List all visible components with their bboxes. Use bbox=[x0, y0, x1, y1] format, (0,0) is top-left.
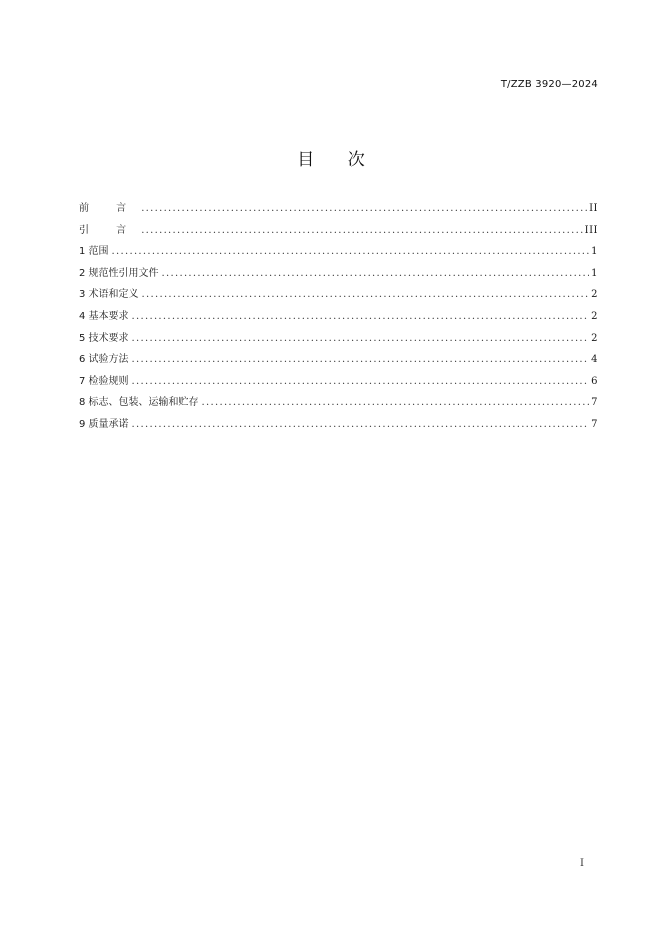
toc-dot-leader bbox=[132, 349, 590, 371]
toc-entry-label: 4 基本要求 bbox=[79, 310, 129, 322]
toc-entry-foreword[interactable] bbox=[79, 198, 598, 220]
toc-entry-page: II bbox=[589, 203, 598, 214]
toc-entry-page: 7 bbox=[591, 418, 598, 430]
toc-entry-label: 引 言 bbox=[79, 224, 139, 236]
toc-entry-page: 1 bbox=[591, 267, 598, 279]
toc-entry-page: 6 bbox=[591, 375, 598, 387]
toc-entry-scope[interactable] bbox=[79, 241, 598, 263]
toc-dot-leader bbox=[132, 414, 590, 436]
toc-entry-label: 5 技术要求 bbox=[79, 332, 129, 344]
toc-entry-page: 7 bbox=[591, 397, 598, 409]
toc-entry-page: 2 bbox=[591, 332, 598, 344]
toc-dot-leader bbox=[142, 284, 590, 306]
toc-entry-label: 1 范围 bbox=[79, 246, 109, 258]
toc-entry-label: 9 质量承诺 bbox=[79, 418, 129, 430]
toc-dot-leader bbox=[202, 392, 590, 414]
toc-entry-label: 2 规范性引用文件 bbox=[79, 267, 159, 279]
toc-dot-leader bbox=[132, 371, 590, 393]
toc-entry-label: 3 术语和定义 bbox=[79, 289, 139, 301]
toc-dot-leader bbox=[141, 198, 587, 220]
page-number: I bbox=[580, 858, 584, 869]
toc-dot-leader bbox=[141, 220, 582, 242]
toc-entry-label: 前 言 bbox=[79, 203, 139, 214]
toc-entry-page: 2 bbox=[591, 310, 598, 322]
toc-entry-page: 4 bbox=[591, 354, 598, 366]
toc-dot-leader bbox=[132, 306, 590, 328]
toc-entry-label: 6 试验方法 bbox=[79, 354, 129, 366]
toc-entry-technical-requirements[interactable] bbox=[79, 328, 598, 350]
toc-entry-quality-commitment[interactable] bbox=[79, 414, 598, 436]
toc-entry-introduction[interactable] bbox=[79, 220, 598, 242]
toc-entry-basic-requirements[interactable] bbox=[79, 306, 598, 328]
toc-entry-marking-packaging[interactable] bbox=[79, 392, 598, 414]
document-code: T/ZZB 3920—2024 bbox=[500, 79, 598, 90]
toc-title: 目 次 bbox=[297, 150, 379, 170]
toc-entry-page: 2 bbox=[591, 289, 598, 301]
toc-entry-terms-definitions[interactable] bbox=[79, 284, 598, 306]
toc-entry-label: 8 标志、包装、运输和贮存 bbox=[79, 397, 199, 409]
table-of-contents bbox=[79, 198, 598, 436]
toc-entry-page: III bbox=[584, 224, 598, 236]
toc-dot-leader bbox=[162, 263, 590, 285]
toc-entry-inspection-rules[interactable] bbox=[79, 371, 598, 393]
toc-entry-page: 1 bbox=[591, 246, 598, 258]
toc-entry-test-methods[interactable] bbox=[79, 349, 598, 371]
toc-entry-label: 7 检验规则 bbox=[79, 375, 129, 387]
toc-dot-leader bbox=[132, 328, 590, 350]
toc-entry-normative-references[interactable] bbox=[79, 263, 598, 285]
toc-dot-leader bbox=[112, 241, 590, 263]
